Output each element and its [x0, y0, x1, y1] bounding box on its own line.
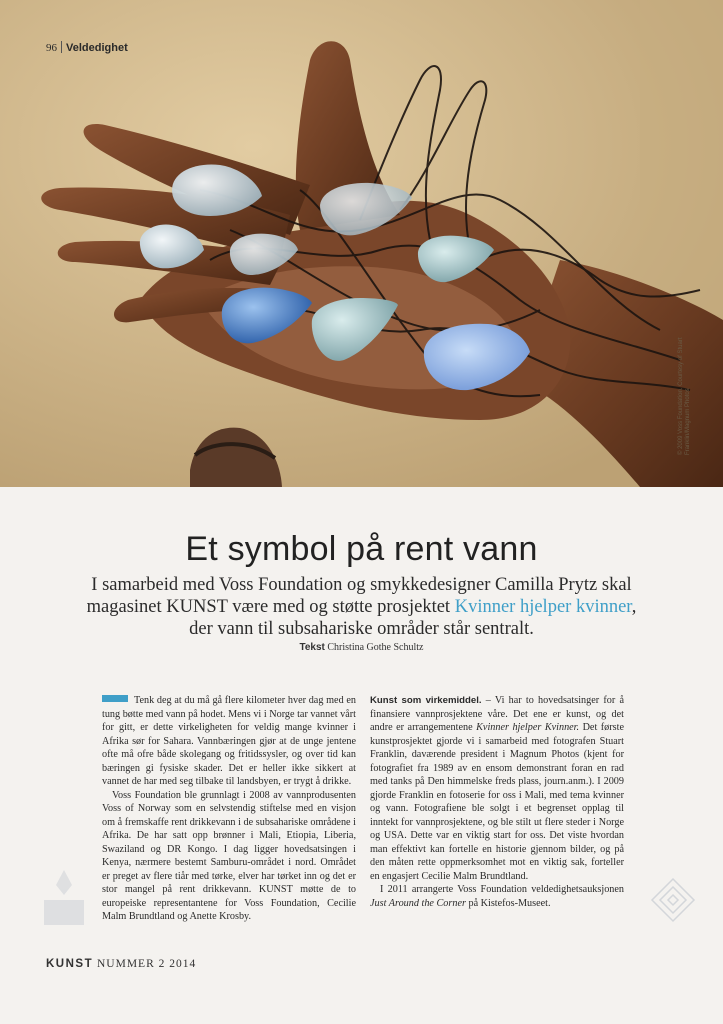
body-column-right	[370, 694, 624, 910]
lead-text-start: I samarbeid med Voss Foundation og smykkedesigner Camilla Prytz skal magasinet KUNST være med og støtte prosjektet	[86, 575, 632, 617]
body-paragraph-text: I 2011 arrangerte Voss Foundation veldedighetsauksjonen	[380, 884, 624, 895]
byline-label: Tekst	[299, 642, 325, 653]
hand-with-pendants-illustration	[0, 0, 723, 487]
subheading-runin: Kunst som virkemiddel.	[370, 695, 482, 706]
lead-project-highlight: Kvinner hjelper kvinner	[454, 597, 632, 617]
body-paragraph-text: Tenk deg at du må gå flere kilometer hver dag med en tung bøtte med vann på hodet. Mens vi i Norge tar vannet vårt for gitt, er dette virkeligheten for veldig mange kvinner i Afrika sør for Sahara. Vannbæringen gjør at de unge jentene ofte må ofre både skolegang og fritidssysler, og over tid kan bæringen gi fysiske skader. Det er heller ikke sikkert at vannet de har med seg tilbake til landsbyen, er trygt å drikke.	[102, 695, 356, 787]
article-lead	[80, 574, 643, 640]
byline	[0, 642, 723, 653]
magazine-name: KUNST	[46, 958, 94, 970]
body-paragraph-text: Det første kunstprosjektet gjorde vi i samarbeid med fotografen Stuart Franklin, daværende president i Magnum Photos (kjent for fotografiet fra 1989 av en ensom demonstrant foran en rad med tanks på Den himmelske freds plass, journ.anm.). I 2009 gjorde Franklin en fotoserie for oss i Mali, med tema kvinner og vann. Fotografiene ble solgt i et begrenset opplag til inntekt for vannprosjektene, og ble stilt ut flere steder i Norge og USA. Dette var en viktig start for oss. Det viste hvordan man effektivt kan fortelle en historie gjennom bilder, og på den måten rette oppmerksomhet mot en viktig sak, forteller en engasjert Cecilie Malm Brundtland.	[370, 722, 624, 882]
body-paragraph: Voss Foundation ble grunnlagt i 2008 av vannprodusenten Voss of Norway som en selvstendig stiftelse med en visjon om å fremskaffe rent drikkevann i de subsahariske områdene i Afrika. De har satt opp brønner i Mali, Etiopia, Liberia, Swaziland og DR Kongo. I dag ligger hovedsatsingen i Kenya, nærmere bestemt Samburu-området i nord. Området er preget av flere tiår med tørke, elver har tørket inn og det er stor mangel på rent drikkevann. KUNST møtte de to europeiske representantene for Voss Foundation, Cecilie Malm Brundtland og Anette Krosby.	[102, 789, 356, 922]
page-number: 96	[46, 42, 57, 54]
bleed-through-figure-icon	[34, 865, 94, 935]
bleed-through-text	[676, 770, 716, 782]
article-headline: Et symbol på rent vann	[185, 530, 538, 568]
section-name: Veldedighet	[66, 42, 128, 54]
bleed-through-ornament-icon	[648, 875, 698, 925]
body-paragraph	[102, 694, 356, 789]
body-paragraph-text: – Vi har to hovedsatsinger for å finansiere vannprosjektene våre. Det ene er kunst, og det andre er arrangementene	[370, 695, 624, 733]
body-event-title: Kvinner hjelper Kvinner.	[476, 722, 580, 733]
body-paragraph-text: på Kistefos-Museet.	[465, 897, 551, 909]
body-auction-title: Just Around the Corner	[370, 897, 466, 909]
page-folio	[46, 41, 128, 54]
hero-photo	[0, 0, 723, 487]
issue-label: NUMMER 2 2014	[97, 958, 197, 970]
lead-text-end: , der vann til subsahariske områder står sentralt.	[189, 597, 637, 639]
body-paragraph	[370, 883, 624, 910]
folio-divider	[61, 41, 62, 53]
body-column-left	[102, 694, 356, 924]
byline-author: Christina Gothe Schultz	[327, 642, 424, 653]
photo-credit: © 2009 Voss Foundation. Courtesy of Stuart Franklin/Magnum Photos	[678, 337, 691, 455]
body-paragraph	[370, 694, 624, 883]
page-footer	[46, 958, 196, 970]
blue-bar-marker-icon	[102, 695, 128, 702]
